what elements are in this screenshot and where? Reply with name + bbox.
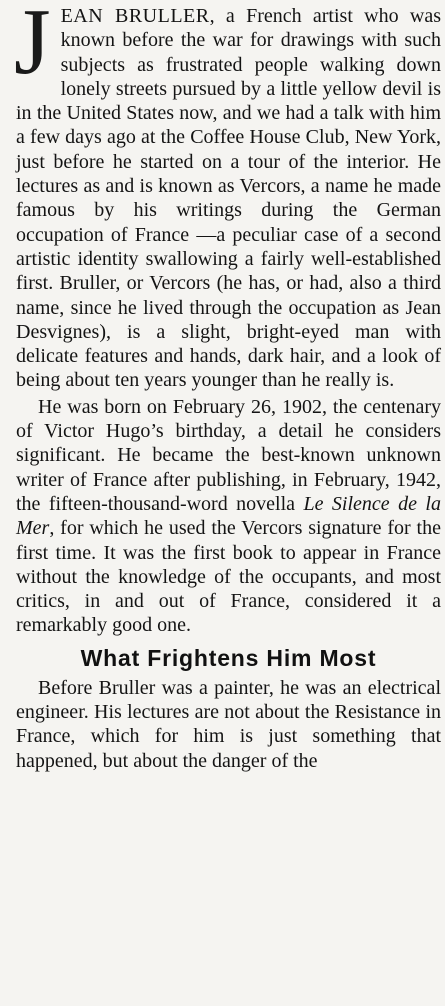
paragraph-1: [14, 0, 442, 393]
paragraph-1-text: , a French artist who was known before the war for drawings with such subjects as frustrated people walking down lonely streets pursued by a little yellow devil is in the United States now, and we had a talk with him a few days ago at the Coffee House Club, New York, just before he started on a tour of the interior. He lectures as and is known as Vercors, a name he made famous by his writings during the German occupation of France —a peculiar case of a second artistic identity swallowing a fairly well-established first. Bruller, or Vercors (he has, or had, also a third name, since he lived through the occupation as Jean Desvignes), is a slight, bright-eyed man with delicate features and hands, dark hair, and a look of being about ten years younger than he really is.: [16, 5, 442, 392]
paragraph-3: [16, 676, 441, 773]
section-subheading: What Frightens Him Most: [80, 644, 377, 671]
drop-cap: J: [14, 0, 51, 94]
paragraph-2-text-after: , for which he used the Vercors signature for the first time. It was the first book to appear in France without the knowledge of the occupants, and most critics, in and out of France, considered it a remarkably good one.: [16, 517, 441, 637]
paragraph-3-text: Before Bruller was a painter, he was an electrical engineer. His lectures are not about the Resistance in France, which for him is just something that happened, but about the danger of the: [16, 676, 441, 772]
article-column: [14, 0, 442, 773]
book-title: Le Silence de la Mer: [16, 492, 441, 540]
lead-name: EAN BRULLER: [60, 5, 210, 27]
paragraph-2-text-before: He was born on February 26, 1902, the centenary of Victor Hugo’s birthday, a detail he considers significant. He became the best-known unknown writer of France after publishing, in February, 1942, the fifteen-thousand-word novella: [16, 395, 441, 515]
paragraph-2: [16, 395, 441, 638]
